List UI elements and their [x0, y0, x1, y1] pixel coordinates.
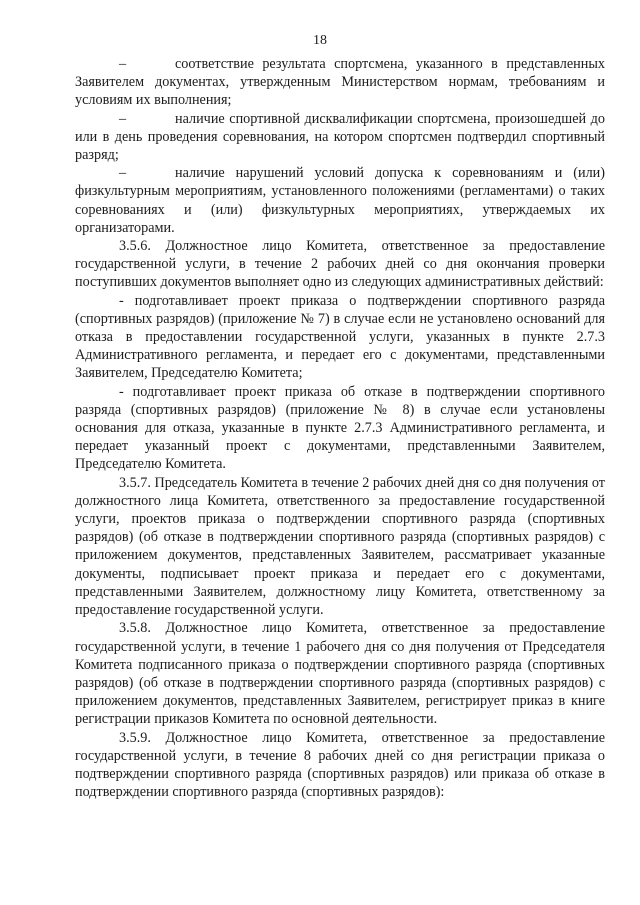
dash-item	[75, 110, 605, 165]
dash-marker: –	[119, 56, 127, 72]
dash-item	[75, 55, 605, 110]
dash-item	[75, 164, 605, 237]
section-paragraph-3-5-9: 3.5.9. Должностное лицо Комитета, ответственное за предоставление государственной услуги, в течение 8 рабочих дней со дня регистрации приказа о подтверждении спортивного разряда (спортивных разрядов) или приказа об отказе в подтверждении спортивного разряда (спортивных разрядов):	[75, 729, 605, 801]
section-paragraph-3-5-6: 3.5.6. Должностное лицо Комитета, ответственное за предоставление государственной услуги, в течение 2 рабочих дней со дня окончания проверки поступивших документов выполняет одно из следующих административных действий:	[75, 238, 605, 291]
section-paragraph-3-5-8: 3.5.8. Должностное лицо Комитета, ответственное за предоставление государственной услуги, в течение 1 рабочего дня со дня получения от Председателя Комитета подписанного приказа о подтверждении спортивного разряда (спортивных разрядов) (об отказе в подтверждении спортивного разряда (спортивных разрядов) с приложением документов, представленных Заявителем, регистрирует приказ в книге регистрации приказов Комитета по основной деятельности.	[75, 620, 605, 728]
dash-marker: –	[119, 110, 127, 127]
section-paragraph-3-5-7: 3.5.7. Председатель Комитета в течение 2 рабочих дней дня со дня получения от должностного лица Комитета, ответственного за предоставление государственной услуги, проектов приказа о подтверждении спортивного разряда (спортивных разрядов) (об отказе в подтверждении спортивного разряда (спортивных разрядов) с приложением документов, представленных Заявителем, рассматривает указанные документы, подписывает проект приказа и передает его с документами, представленными Заявителем, должностному лицу Комитета, ответственному за предоставление государственной услуги.	[75, 474, 605, 619]
page-number: 18	[313, 33, 327, 48]
dash-item-text: наличие нарушений условий допуска к соревнованиям и (или) физкультурным мероприятиям, установленного положениями (регламентами) о таких соревнованиях и (или) физкультурных мероприятиях, утверждаемых их организаторами.	[75, 165, 605, 236]
dash-item-text: наличие спортивной дисквалификации спортсмена, произошедшей до или в день проведения соревнования, на котором спортсмен подтвердил спортивный разряд;	[75, 110, 605, 164]
bullet-item: - подготавливает проект приказа об отказе в подтверждении спортивного разряда (спортивных разрядов) (приложение № 8) в случае если установлены основания для отказа, указанные в пункте 2.7.3 Административного регламента, и передает указанный проект с документами, представленными Заявителем, Председателю Комитета.	[75, 383, 605, 473]
document-body	[75, 55, 605, 801]
dash-marker: –	[119, 165, 127, 182]
bullet-item: - подготавливает проект приказа о подтверждении спортивного разряда (спортивных разрядов) (приложение № 7) в случае если не установлено оснований для отказа в предоставлении государственной услуги, указанных в пункте 2.7.3 Административного регламента, и передает его с документами, представленными Заявителем, Председателю Комитета;	[75, 292, 605, 382]
dash-item-text: соответствие результата спортсмена, указанного в представленных Заявителем документах, утвержденным Министерством нормам, требованиям и условиям их выполнения;	[75, 56, 605, 109]
